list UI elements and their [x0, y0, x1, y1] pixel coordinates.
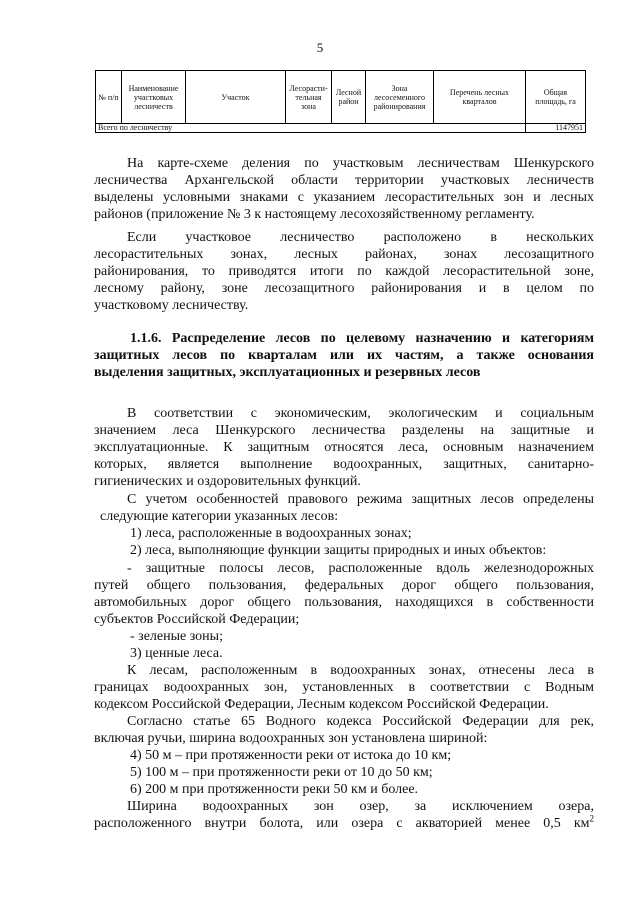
table-header-cell: № п/п — [96, 71, 122, 124]
text-line: лесорастительных зонах, лесных районах, зонах лесозащитного — [94, 247, 594, 262]
list-item: 2) леса, выполняющие функции защиты природных и иных объектов: — [130, 543, 547, 558]
text-line: путей общего пользования, федеральных дорог общего пользования, — [94, 578, 594, 593]
categories-paragraph — [94, 491, 594, 559]
table-header-cell: Лесной район — [332, 71, 366, 124]
text-line: районов (приложение № 3 к настоящему лесохозяйственному регламенту. — [94, 207, 535, 222]
text-line: районирования, то приводятся итоги по каждой лесорастительной зоне, — [94, 264, 594, 279]
text-line: С учетом особенностей правового режима защитных лесов определены — [127, 492, 594, 507]
lakes-paragraph — [94, 798, 594, 832]
multiple-zones-paragraph — [94, 229, 594, 314]
text-line: гигиенических и оздоровительных функций. — [94, 474, 361, 489]
text-line: Если участковое лесничество расположено в нескольких — [127, 230, 594, 245]
text-span: расположенного внутри болота, или озера с акваторией менее 0,5 км — [94, 816, 590, 831]
table-header-cell: Участок — [186, 71, 286, 124]
text-line: включая ручьи, ширина водоохранных зон установлена шириной: — [94, 731, 488, 746]
water-code-paragraph — [94, 713, 594, 798]
heading-line: 1.1.6. Распределение лесов по целевому назначению и категориям — [130, 331, 594, 346]
list-item: - зеленые зоны; — [130, 629, 223, 644]
protective-forests-paragraph — [94, 405, 594, 490]
total-value: 1147951 — [526, 124, 586, 133]
table-header-cell: Зона лесосеменного районирования — [366, 71, 434, 124]
text-line: В соответствии с экономическим, экологическим и социальным — [127, 406, 594, 421]
text-line: субъектов Российской Федерации; — [94, 612, 300, 627]
table-header-row — [96, 71, 586, 124]
text-line: границах водоохранных зон, установленных в соответствии с Водным — [94, 680, 594, 695]
superscript: 2 — [589, 813, 594, 824]
heading-line: выделения защитных, эксплуатационных и резервных лесов — [94, 365, 481, 380]
section-heading — [94, 330, 594, 381]
table-header-cell: Общая площадь, га — [526, 71, 586, 124]
text-line: лесному району, зоне лесозащитного районирования и в целом по — [94, 281, 594, 296]
table-header-cell: Лесорасти-тельная зона — [286, 71, 332, 124]
text-line: участковому лесничеству. — [94, 298, 249, 313]
total-label: Всего по лесничеству — [96, 124, 526, 133]
text-line — [94, 815, 594, 832]
table-total-row — [96, 124, 586, 133]
heading-line: защитных лесов по кварталам или их частям, а также основания — [94, 348, 594, 363]
table-header-cell: Перечень лесных кварталов — [434, 71, 526, 124]
text-line: значением леса Шенкурского лесничества разделены на защитные и — [94, 423, 594, 438]
list-item: 1) леса, расположенные в водоохранных зонах; — [130, 526, 412, 541]
protective-strips-paragraph — [94, 560, 594, 662]
text-line: следующие категории указанных лесов: — [100, 509, 339, 524]
list-item: 4) 50 м – при протяженности реки от истока до 10 км; — [130, 748, 452, 763]
text-line: лесничества Архангельской области территории участковых лесничеств — [94, 173, 594, 188]
text-line: К лесам, расположенным в водоохранных зонах, отнесены леса в — [127, 663, 594, 678]
text-line: Согласно статье 65 Водного кодекса Российской Федерации для рек, — [127, 714, 594, 729]
list-item: 3) ценные леса. — [130, 646, 223, 661]
map-scheme-paragraph — [94, 155, 594, 223]
water-protection-paragraph — [94, 662, 594, 713]
list-item: 6) 200 м при протяженности реки 50 км и более. — [130, 782, 419, 797]
text-line: кодексом Российской Федерации, Лесным кодексом Российской Федерации. — [94, 697, 549, 712]
text-line: Ширина водоохранных зон озер, за исключением озера, — [127, 799, 594, 814]
table-header-cell: Наименование участковых лесничеств — [122, 71, 186, 124]
text-line: - защитные полосы лесов, расположенные вдоль железнодорожных — [127, 561, 594, 576]
list-item: 5) 100 м – при протяженности реки от 10 до 50 км; — [130, 765, 433, 780]
text-line: выделены условными знаками с указанием лесорастительных зон и лесных — [94, 190, 594, 205]
forestry-summary-table — [95, 70, 586, 133]
text-line: эксплуатационные. К защитным относятся леса, основным назначением — [94, 440, 594, 455]
page-number: 5 — [316, 40, 324, 55]
text-line: На карте-схеме деления по участковым лесничествам Шенкурского — [127, 156, 594, 171]
text-line: автомобильных дорог общего пользования, находящихся в собственности — [94, 595, 594, 610]
text-line: которых, является выполнение водоохранных, защитных, санитарно- — [94, 457, 594, 472]
